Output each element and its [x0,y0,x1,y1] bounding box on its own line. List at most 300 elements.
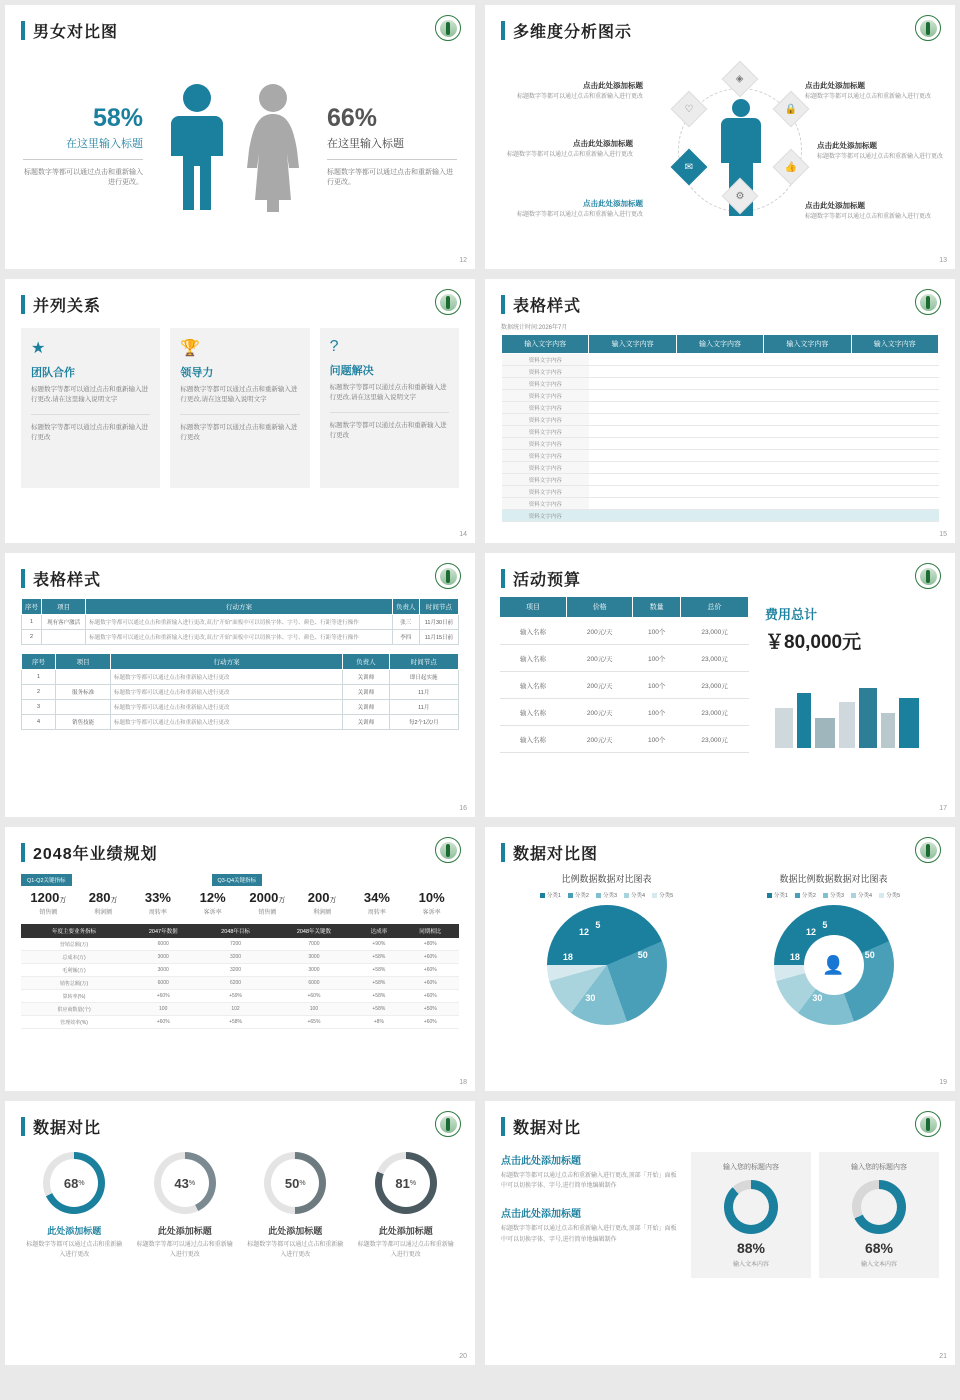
table-cell [589,414,676,426]
table-cell [764,402,851,414]
table-cell: 3 [22,700,56,715]
male-percent: 58% [92,104,143,133]
table-cell: 李四 [392,630,419,645]
slide-number: 14 [459,531,467,538]
card-teamwork[interactable] [21,328,160,488]
card-problem-title: 问题解决 [329,365,374,377]
table-cell: 资料文字内容 [502,498,589,510]
slide-number: 20 [459,1353,467,1360]
table-row[interactable] [502,390,939,402]
table-col-header: 负责人 [392,599,419,615]
card-teamwork-text-2: 标题数字等都可以通过点击和重新输入进行更改 [31,423,148,442]
table-cell [589,450,676,462]
page-title: 并列关系 [33,298,102,315]
table-cell [851,438,938,450]
card-teamwork-text-1: 标题数字等都可以通过点击和重新输入进行更改,请在这里输入说明文字 [31,386,148,404]
table-cell: 3200 [199,964,271,977]
table-cell [676,450,763,462]
female-figure-icon [241,82,305,212]
card-problem-solving[interactable] [320,328,459,488]
table-cell: 服务标准 [56,685,111,700]
table-cell [676,402,763,414]
table-cell [851,498,938,510]
slide-18 [5,827,475,1091]
data-timestamp: 数据统计时间:2026年7月 [501,325,568,331]
slide-13-body [485,42,955,267]
slide-12-body [5,42,475,242]
kpi-value: 1200万 [30,890,67,905]
table-body [22,615,459,645]
table-cell: +58% [356,951,401,964]
kpi-label: 销售额 [258,910,277,916]
table-cell: 标题数字等都可以通过点击和重新输入进行更改,双击"开始"面板中可以切换字体、字号、颜色、行距等进行操作 [86,630,392,645]
pie-slice-label: 5 [822,920,828,931]
pie-chart-legend [493,891,720,899]
table-cell: 资料文字内容 [502,462,589,474]
table-col-header: 时间节点 [389,654,458,670]
block-1-text: 标题数字等都可以通过点击和重新输入进行更改,顶部「开始」面板中可以切换字体、字号,进行简单地编辑制作 [501,1173,677,1190]
gender-figures [153,82,317,212]
table-cell [589,354,676,366]
title-accent-bar [501,569,505,588]
table-row[interactable] [502,402,939,414]
table-col-header: 2048年目标 [199,924,271,938]
table-col-header: 序号 [22,654,56,670]
table-cell: 200元/天 [567,645,633,672]
kpi-label: 客诉率 [422,910,441,916]
table-cell: 1 [22,670,56,685]
table-col-header: 达成率 [356,924,401,938]
table-cell: 毛利额(万) [21,964,127,977]
table-row[interactable] [502,462,939,474]
progress-ring-item [135,1152,235,1260]
stat-panel[interactable] [819,1152,939,1278]
table-header-row [21,924,459,938]
kpi-item [404,890,459,916]
table-cell: 200元/天 [567,726,633,753]
table-cell [676,414,763,426]
table-cell [764,450,851,462]
table-cell: 资料文字内容 [502,450,589,462]
table-cell: 100个 [633,699,681,726]
kpi-value: 280万 [88,890,118,905]
table-cell [56,700,111,715]
brand-logo-icon [435,289,461,315]
kpi-value: 10% [418,890,445,905]
donut-center-icon: 👤 [804,935,864,995]
progress-ring-value: 68 % [50,1159,98,1207]
table-col-header: 行动方案 [111,654,343,670]
tab-q1-q2[interactable]: Q1-Q2关键指标 [21,874,72,886]
title-accent-bar [501,295,505,314]
female-percent: 66% [327,104,378,133]
table-cell: +58% [356,964,401,977]
male-figure-icon [165,82,229,212]
table-col-header: 年度主要业务指标 [21,924,127,938]
kpi-label: 利润额 [94,910,113,916]
table-cell: 100 [127,1003,199,1016]
table-cell: +58% [356,1003,401,1016]
slide-17-header [485,553,955,590]
table-row[interactable] [502,426,939,438]
table-cell: 11月 [389,700,458,715]
slide-21-body [485,1138,955,1278]
title-accent-bar [21,295,25,314]
table-row[interactable] [22,615,459,630]
page-title: 表格样式 [513,298,582,315]
table-cell: +58% [356,990,401,1003]
slide-19 [485,827,955,1091]
table-row[interactable] [22,670,459,685]
table-col-header: 数量 [633,597,681,618]
kpi-value: 34% [363,890,390,905]
table-row[interactable] [22,630,459,645]
stat-panel-value: 88% [736,1240,766,1256]
legend-item: 分类3 [596,891,617,899]
male-stat-block [23,105,153,189]
table-cell: 现有客户激活 [41,615,85,630]
table-cell [589,402,676,414]
slide-16-header [5,553,475,590]
slide-15-header [485,279,955,316]
table-cell [589,390,676,402]
slide-number: 19 [939,1079,947,1086]
table-cell: 3000 [127,964,199,977]
progress-ring-value: 43 % [161,1159,209,1207]
title-accent-bar [21,569,25,588]
table-cell: 资料文字内容 [502,414,589,426]
table-body [502,354,939,522]
table-cell: 销售技能 [56,715,111,730]
table-cell [56,670,111,685]
legend-item: 分类1 [767,891,788,899]
table-row[interactable] [502,414,939,426]
pie-slice-label: 30 [585,992,596,1003]
table-cell: 7000 [272,938,356,951]
table-cell: 6000 [127,938,199,951]
table-cell: 关训师 [343,715,389,730]
table-cell [676,354,763,366]
slide-14-header [5,279,475,316]
budget-total-value: ￥80,000元 [765,632,862,653]
table-cell [764,462,851,474]
legend-item: 分类1 [540,891,561,899]
table-row[interactable] [502,438,939,450]
legend-item: 分类5 [879,891,900,899]
table-cell: +60% [127,1016,199,1029]
table-cell: 6000 [127,977,199,990]
table-cell: 资料文字内容 [502,378,589,390]
table-cell [676,486,763,498]
table-col-header: 项目 [41,599,85,615]
table-row[interactable] [502,366,939,378]
kpi-item [76,890,131,916]
table-cell: 100个 [633,645,681,672]
table-cell [676,510,763,522]
kpi-item [131,890,186,916]
hex-icon-heart[interactable]: ♡ [671,91,708,128]
progress-ring [154,1152,216,1214]
page-title: 表格样式 [33,572,102,589]
table-cell [764,474,851,486]
team-icon: ★ [31,340,46,357]
stat-panel-title: 输入您的标题内容 [851,1164,907,1171]
table-cell: 供应商数量(个) [21,1003,127,1016]
title-accent-bar [21,21,25,40]
table-col-header: 时间节点 [419,599,458,615]
table-cell: 2 [22,630,42,645]
table-cell: 张三 [392,615,419,630]
slide-number: 13 [939,257,947,264]
caption-2 [503,138,633,160]
table-row[interactable] [21,1016,459,1029]
progress-ring-title: 此处添加标题 [157,1226,212,1236]
pie-slice-label: 5 [595,920,601,931]
female-desc: 标题数字等都可以通过点击和重新输入进行更改。 [327,168,453,187]
page-title: 2048年业绩规划 [33,846,158,863]
brand-logo-icon [915,563,941,589]
table-cell: 23,000元 [681,726,749,753]
table-col-header: 序号 [22,599,42,615]
pie-slice-label: 12 [579,926,590,937]
slide-14 [5,279,475,543]
table-cell [764,498,851,510]
progress-ring-item [245,1152,345,1260]
table-row[interactable] [502,498,939,510]
pie-chart [547,905,667,1025]
kpi-value: 200万 [307,890,337,905]
budget-total-block [749,596,941,753]
progress-ring-value: 81 % [382,1159,430,1207]
table-row[interactable] [502,450,939,462]
table-cell: 标题数字等都可以通过点击和重新输入进行更改,双击"开始"面板中可以切换字体、字号、颜色、行距等进行操作 [86,615,392,630]
table-cell [589,462,676,474]
table-col-header: 2048年关键数 [272,924,356,938]
male-desc: 标题数字等都可以通过点击和重新输入进行更改。 [24,168,143,187]
kpi-row [5,886,475,916]
kpi-item [295,890,350,916]
stat-panel[interactable] [691,1152,811,1278]
table-row[interactable] [502,354,939,366]
card-leadership-text-2: 标题数字等都可以通过点击和重新输入进行更改 [180,423,298,442]
table-cell: 关训师 [343,670,389,685]
table-cell: 输入名称 [500,618,567,645]
table-cell [764,438,851,450]
table-cell: 3200 [199,951,271,964]
table-cell [764,354,851,366]
table-cell: +60% [127,990,199,1003]
kpi-label: 利润额 [313,910,332,916]
table-cell: 200元/天 [567,618,633,645]
table-row[interactable] [502,486,939,498]
table-cell: 200元/天 [567,699,633,726]
table-row[interactable] [22,715,459,730]
legend-item: 分类2 [795,891,816,899]
brand-logo-icon [915,837,941,863]
mini-progress-ring [724,1180,778,1234]
table-cell: 管理效率(%) [21,1016,127,1029]
divider [330,412,449,413]
table-cell [676,390,763,402]
kpi-label: 客诉率 [203,910,222,916]
table-cell: 标题数字等都可以通过点击和重新输入进行更改 [111,715,343,730]
table-cell: 输入名称 [500,672,567,699]
table-col-header: 总价 [681,597,749,618]
brand-logo-icon [435,563,461,589]
table-cell: 资料文字内容 [502,354,589,366]
caption-2-desc: 标题数字等都可以通过点击和重新输入进行更改 [506,152,633,158]
kpi-value: 33% [144,890,171,905]
brand-logo-icon [915,1111,941,1137]
kpi-item [185,890,240,916]
table-cell [851,510,938,522]
table-cell: +60% [402,951,460,964]
table-cell: 100 [272,1003,356,1016]
table-row[interactable] [21,964,459,977]
performance-table [21,924,459,1029]
caption-1-desc: 标题数字等都可以通过点击和重新输入进行更改 [516,94,643,100]
table-cell: 3000 [272,964,356,977]
table-cell: +80% [402,938,460,951]
table-col-header: 2047年数据 [127,924,199,938]
table-row[interactable] [502,378,939,390]
brand-logo-icon [915,289,941,315]
caption-6-desc: 标题数字等都可以通过点击和重新输入进行更改 [805,214,932,220]
table-row[interactable] [21,1003,459,1016]
table-cell: 23,000元 [681,645,749,672]
table-cell [589,486,676,498]
stat-panels [691,1152,939,1278]
stat-panel-footer: 输入文本内容 [860,1262,897,1268]
table-row[interactable] [500,618,749,645]
table-row[interactable] [22,685,459,700]
caption-6-title: 点击此处添加标题 [805,201,865,210]
slide-18-header [5,827,475,864]
progress-ring-title: 此处添加标题 [268,1226,323,1236]
progress-ring-title: 此处添加标题 [378,1226,433,1236]
female-stat-block [317,105,457,189]
stat-panel-footer: 输入文本内容 [732,1262,769,1268]
hex-icon-mail[interactable]: ✉ [671,149,708,186]
progress-ring-desc: 标题数字等都可以通过点击和重新输入进行更改 [136,1242,233,1258]
donut-chart-title: 数据比例数据数据对比图表 [779,874,888,884]
pie-slice-label: 18 [562,952,573,963]
table-row[interactable] [21,990,459,1003]
stat-panel-value: 68% [864,1240,894,1256]
slide-16 [5,553,475,817]
table-cell: 关训师 [343,685,389,700]
table-body [22,670,459,730]
table-row[interactable] [500,672,749,699]
donut-chart-block [720,864,947,1025]
tab-q3-q4[interactable]: Q3-Q4关键指标 [212,874,263,886]
kpi-item [240,890,295,916]
page-title: 男女对比图 [33,24,119,41]
kpi-label: 周转率 [367,910,386,916]
slide-17-body [485,590,955,753]
table-cell [851,390,938,402]
table-row[interactable] [500,726,749,753]
table-cell: 总成本(万) [21,951,127,964]
table-cell: 资料文字内容 [502,390,589,402]
progress-ring-desc: 标题数字等都可以通过点击和重新输入进行更改 [357,1242,454,1258]
action-plan-table-1 [21,598,459,645]
stat-panel-title: 输入您的标题内容 [723,1164,779,1171]
chart-row [485,864,955,1025]
slide-12 [5,5,475,269]
card-leadership[interactable] [170,328,309,488]
table-cell: 资料文字内容 [502,510,589,522]
slide-number: 17 [939,805,947,812]
table-cell [589,378,676,390]
brand-logo-icon [435,837,461,863]
table-cell: 4 [22,715,56,730]
table-cell [764,486,851,498]
table-cell: 资料文字内容 [502,438,589,450]
table-row[interactable] [21,951,459,964]
table-cell [851,450,938,462]
brand-logo-icon [435,15,461,41]
table-cell: 3000 [127,951,199,964]
table-cell [589,366,676,378]
table-row[interactable] [500,645,749,672]
table-cell: 资料文字内容 [502,474,589,486]
table-cell: 标题数字等都可以通过点击和重新输入进行更改 [111,685,343,700]
legend-item: 分类4 [624,891,645,899]
table-cell [851,402,938,414]
table-cell [676,462,763,474]
hex-icon-thumb[interactable]: 👍 [773,149,810,186]
legend-item: 分类3 [823,891,844,899]
table-cell: +58% [199,1016,271,1029]
table-row[interactable] [22,700,459,715]
hex-icon-lock[interactable]: 🔒 [773,91,810,128]
trophy-icon: 🏆 [180,340,201,357]
donut-chart [774,905,894,1025]
table-row[interactable] [21,938,459,951]
table-row[interactable] [502,474,939,486]
hex-icon-diamond[interactable]: ◈ [722,61,759,98]
table-header-row [22,654,459,670]
legend-item: 分类4 [851,891,872,899]
progress-ring-title: 此处添加标题 [47,1226,102,1236]
table-row[interactable] [21,977,459,990]
block-1-title: 点击此处添加标题 [501,1156,581,1167]
table-cell: 23,000元 [681,618,749,645]
divider [23,159,143,160]
slide-19-header [485,827,955,864]
table-cell: 资料文字内容 [502,366,589,378]
table-cell: 算转率(%) [21,990,127,1003]
table-cell [589,510,676,522]
caption-4-title: 点击此处添加标题 [805,81,865,90]
progress-ring [264,1152,326,1214]
table-row[interactable] [502,510,939,522]
divider [31,414,150,415]
kpi-label: 周转率 [148,910,167,916]
table-row[interactable] [500,699,749,726]
kpi-value: 12% [199,890,226,905]
table-cell: +60% [402,977,460,990]
table-cell: 3000 [272,951,356,964]
slide-number: 12 [459,257,467,264]
title-accent-bar [501,843,505,862]
hex-icon-gear[interactable]: ⚙ [722,178,759,215]
pie-chart-title: 比例数据数据对比图表 [561,874,652,884]
caption-6 [805,200,935,222]
progress-ring-desc: 标题数字等都可以通过点击和重新输入进行更改 [26,1242,123,1258]
kpi-label: 销售额 [39,910,58,916]
